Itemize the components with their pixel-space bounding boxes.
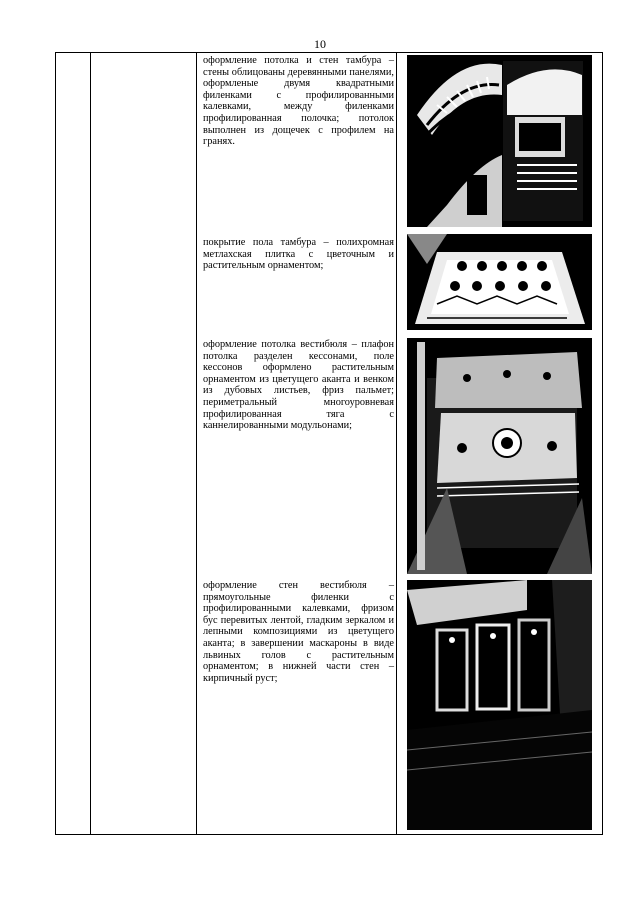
page-number: 10: [314, 37, 326, 51]
vaulted-ceiling-icon: [407, 55, 592, 227]
description-ceiling-tambour: оформление потолка и стен тамбура – стены облицованы деревянными панелями, оформленые двумя квадратными филенками с профилированными калевками, между филенками профилированная полочка; потолок выполнен из дощечек с профилем на гранях.: [203, 55, 394, 148]
description-column-cell: [197, 53, 397, 835]
photo-column-cell: [397, 53, 603, 835]
wall-panels-icon: [407, 580, 592, 830]
description-floor-tambour: покрытие пола тамбура – полихромная метлахская плитка с цветочным и растительным орнаментом;: [203, 237, 394, 272]
index-column-cell: [56, 53, 91, 835]
object-column-cell: [91, 53, 197, 835]
tile-floor-icon: [407, 234, 592, 330]
heritage-table: [55, 52, 603, 835]
description-ceiling-vestibule: оформление потолка вестибюля – плафон потолка разделен кессонами, поле кессонов оформлено растительным орнаментом из цветущего аканта и венком из дубовых листьев, фриз пальмет; периметральный многоуровневая профилированная тяга с каннелированными модульонами;: [203, 339, 394, 432]
coffered-ceiling-icon: [407, 338, 592, 574]
description-walls-vestibule: оформление стен вестибюля – прямоугольные филенки с профилированными калевками, фризом бус перевитых лентой, гладким зеркалом и лепными композициями из цветущего аканта; в завершении маскароны в виде львиных голов с растительным орнаментом; в нижней части стен – кирпичный руст;: [203, 580, 394, 684]
